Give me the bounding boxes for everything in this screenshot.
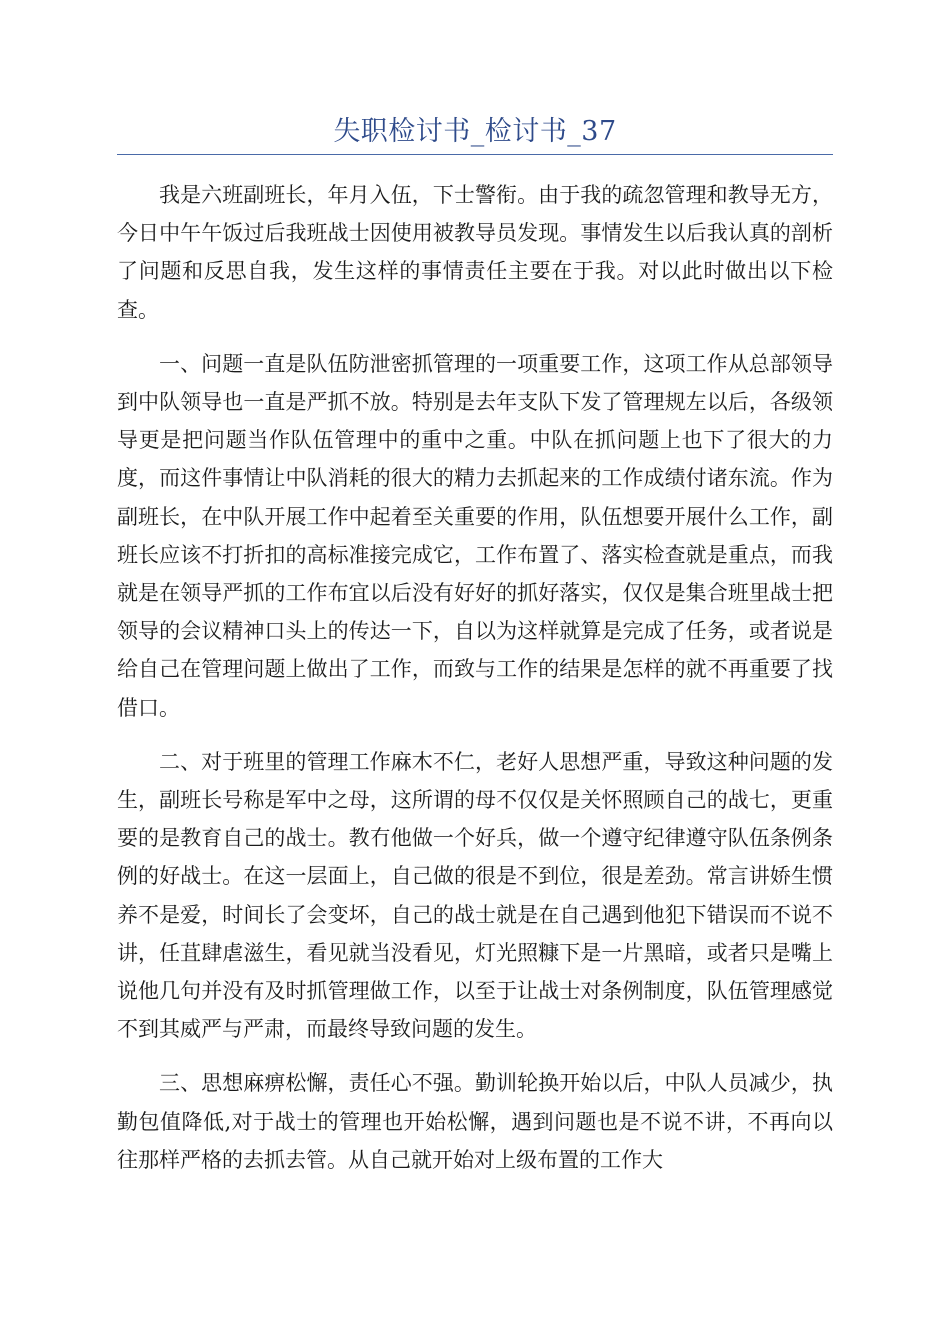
paragraph-intro: 我是六班副班长，年月入伍，下士警衔。由于我的疏忽管理和教导无方，今日中午午饭过后我班战士因使用被教导员发现。事情发生以后我认真的剖析了问题和反思自我，发生这样的事情责任主要在于我。对以此时做出以下检查。: [117, 183, 833, 322]
document-body: [117, 176, 833, 1195]
title-underline: [117, 154, 833, 155]
paragraph-point-2: 二、对于班里的管理工作麻木不仁，老好人思想严重，导致这种问题的发生，副班长号称是军中之母，这所谓的母不仅仅是关怀照顾自己的战七，更重要的是教育自己的战士。教冇他做一个好兵，做一个遵守纪律遵守队伍条例条例的好战士。在这一层面上，自己做的很是不到位，很是差劲。常言讲娇生惯养不是爱，时间长了会变坏，自己的战士就是在自己遇到他犯下错误而不说不讲，任苴肆虐滋生，看见就当没看见，灯光照糠下是一片黑暗，或者只是嘴上说他几句并没有及时抓管理做工作，以至于让战士对条例制度，队伍管理感觉不到其威严与严肃，而最终导致问题的发生。: [117, 749, 833, 1042]
document-title: 失职检讨书_检讨书_37: [333, 116, 617, 147]
paragraph-point-1: 一、问题一直是队伍防泄密抓管理的一项重要工作，这项工作从总部领导到中队领导也一直是严抓不放。特别是去年支队下发了管理规左以后，各级领导更是把问题当作队伍管理中的重中之重。中队在抓问题上也下了很大的力度，而这件事情让中队消耗的很大的精力去抓起来的工作成绩付诸东流。作为副班长，在中队开展工作中起着至关重要的作用，队伍想要开展什么工作，副班长应该不打折扣的高标准接完成它，工作布置了、落实检查就是重点，而我就是在领导严抓的工作布宜以后没有好好的抓好落实，仅仅是集合班里战士把领导的会议精神口头上的传达一下，自以为这样就算是完成了任务，或者说是给自己在管理问题上做出了工作，而致与工作的结果是怎样的就不再重要了找借口。: [117, 351, 833, 720]
paragraph-point-3: 三、思想麻痹松懈，责任心不强。勤训轮换开始以后，中队人员减少，执勤包值降低,对于战士的管理也开始松懈，遇到问题也是不说不讲，不再向以往那样严格的去抓去管。从自己就开始对上级布置的工作大: [117, 1071, 833, 1172]
